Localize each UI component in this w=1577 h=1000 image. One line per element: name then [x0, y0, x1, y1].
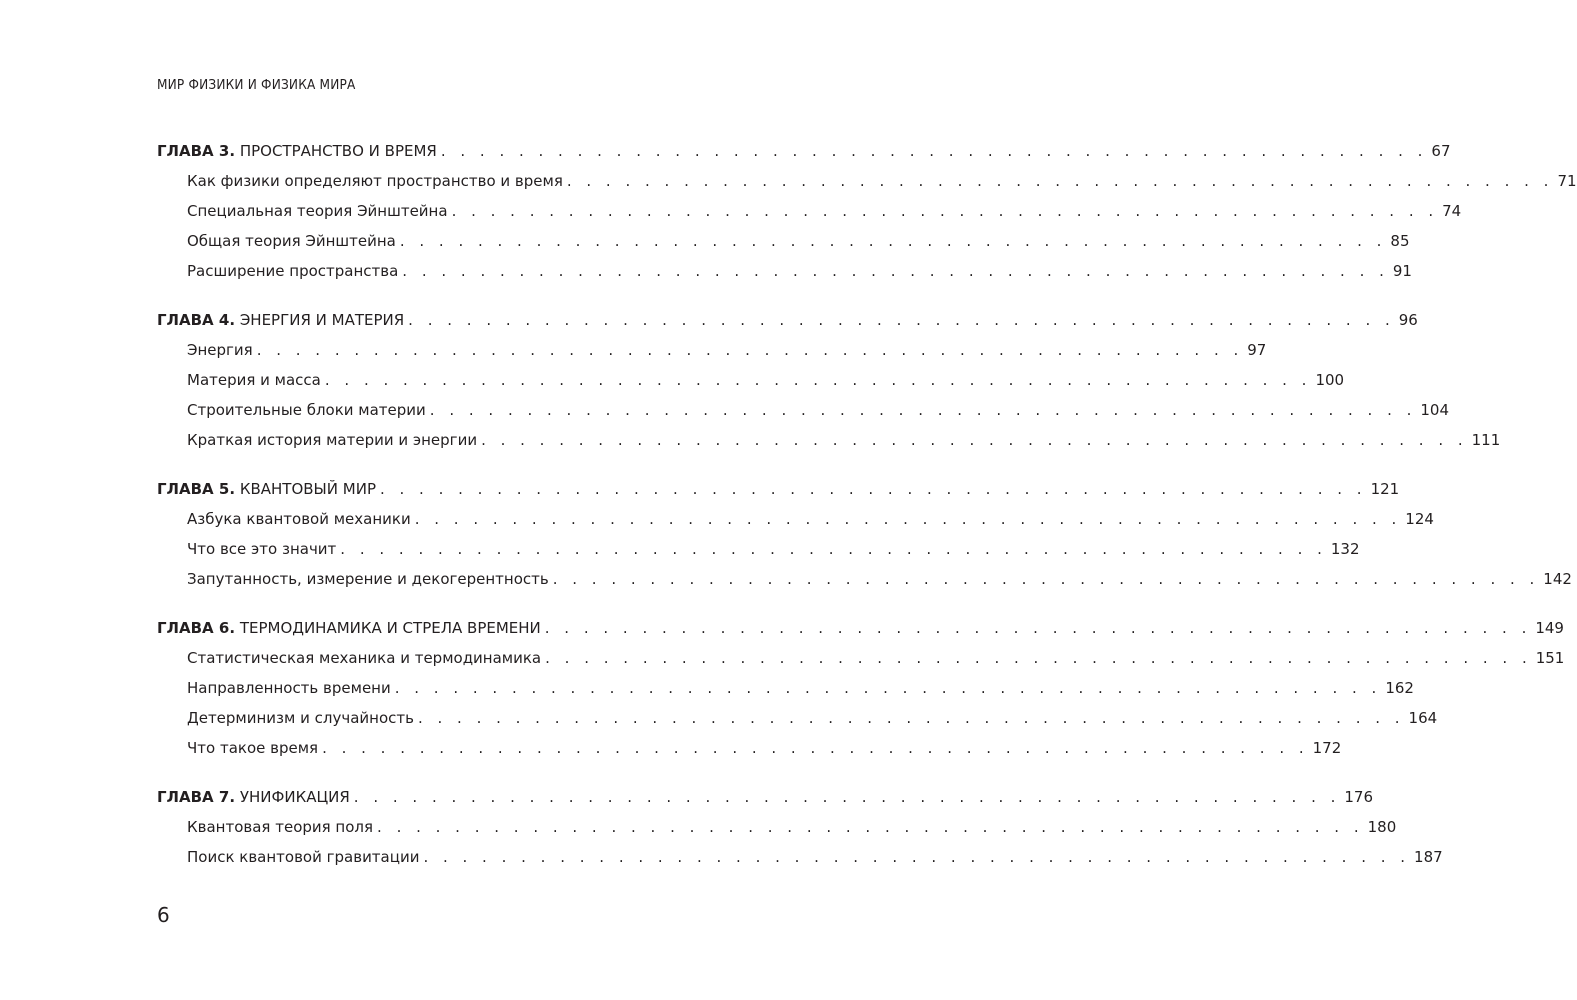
dot-leader: . . . . . . . . . . . . . . . . . . . . . . . . . . . . . . . . . . . . . . . . . . . . . . . . . . .	[377, 818, 1364, 836]
page-number: 85	[1390, 232, 1410, 250]
page-number: 124	[1405, 510, 1434, 528]
page-number: 164	[1408, 709, 1438, 727]
page-number: 111	[1471, 431, 1501, 449]
page-number: 162	[1385, 679, 1414, 697]
chapter-number: ГЛАВА 5.	[157, 480, 236, 498]
dot-leader: . . . . . . . . . . . . . . . . . . . . . . . . . . . . . . . . . . . . . . . . . . . . . . . . . . .	[566, 172, 1554, 190]
chapter-7-heading[interactable]	[157, 782, 1374, 812]
dot-leader: . . . . . . . . . . . . . . . . . . . . . . . . . . . . . . . . . . . . . . . . . . . . . . . . . . .	[414, 510, 1402, 528]
page-number: 180	[1367, 818, 1397, 836]
section-entry[interactable]	[157, 395, 1450, 425]
page-number: 67	[1431, 142, 1451, 160]
section-entry[interactable]	[157, 703, 1438, 733]
page-number: 100	[1315, 371, 1345, 389]
section-title: Общая теория Эйнштейна	[187, 232, 396, 250]
page-folio: 6	[157, 903, 170, 927]
chapter-title: ПРОСТРАНСТВО И ВРЕМЯ	[239, 142, 437, 160]
section-title: Энергия	[187, 341, 253, 359]
section-entry[interactable]	[157, 842, 1443, 872]
page-number: 97	[1247, 341, 1267, 359]
section-entry[interactable]	[157, 425, 1501, 455]
section-title: Как физики определяют пространство и время	[187, 172, 563, 190]
dot-leader: . . . . . . . . . . . . . . . . . . . . . . . . . . . . . . . . . . . . . . . . . . . . . . . . . . .	[544, 619, 1532, 637]
page-number: 176	[1344, 788, 1374, 806]
page-number: 74	[1442, 202, 1462, 220]
dot-leader: . . . . . . . . . . . . . . . . . . . . . . . . . . . . . . . . . . . . . . . . . . . . . . . . . . .	[408, 311, 1395, 329]
section-entry[interactable]	[157, 564, 1572, 594]
dot-leader: . . . . . . . . . . . . . . . . . . . . . . . . . . . . . . . . . . . . . . . . . . . . . . . . . . .	[399, 232, 1387, 250]
page-number: 149	[1535, 619, 1564, 637]
dot-leader: . . . . . . . . . . . . . . . . . . . . . . . . . . . . . . . . . . . . . . . . . . . . . . . . . . .	[379, 480, 1367, 498]
section-entry[interactable]	[157, 166, 1577, 196]
section-entry[interactable]	[157, 812, 1397, 842]
chapter-3	[157, 136, 1577, 286]
chapter-title: УНИФИКАЦИЯ	[239, 788, 350, 806]
chapter-5-heading[interactable]	[157, 474, 1400, 504]
chapter-number: ГЛАВА 4.	[157, 311, 236, 329]
section-entry[interactable]	[157, 504, 1434, 534]
chapter-number: ГЛАВА 7.	[157, 788, 236, 806]
dot-leader: . . . . . . . . . . . . . . . . . . . . . . . . . . . . . . . . . . . . . . . . . . . . . . . . . . .	[552, 570, 1540, 588]
dot-leader: . . . . . . . . . . . . . . . . . . . . . . . . . . . . . . . . . . . . . . . . . . . . . . . . . . .	[394, 679, 1382, 697]
chapter-title: КВАНТОВЫЙ МИР	[239, 480, 376, 498]
page-number: 104	[1420, 401, 1450, 419]
section-title: Запутанность, измерение и декогерентность	[187, 570, 549, 588]
chapter-7	[157, 782, 1443, 872]
dot-leader: . . . . . . . . . . . . . . . . . . . . . . . . . . . . . . . . . . . . . . . . . . . . . . . . . . .	[353, 788, 1341, 806]
section-entry[interactable]	[157, 256, 1412, 286]
table-of-contents	[157, 136, 1577, 891]
section-entry[interactable]	[157, 673, 1414, 703]
section-title: Специальная теория Эйнштейна	[187, 202, 448, 220]
section-title: Статистическая механика и термодинамика	[187, 649, 542, 667]
section-entry[interactable]	[157, 226, 1410, 256]
page-number: 96	[1398, 311, 1418, 329]
dot-leader: . . . . . . . . . . . . . . . . . . . . . . . . . . . . . . . . . . . . . . . . . . . . . . . . . . .	[545, 649, 1532, 667]
chapter-6	[157, 613, 1565, 763]
page-number: 187	[1414, 848, 1443, 866]
page-number: 71	[1557, 172, 1577, 190]
page-number: 151	[1535, 649, 1565, 667]
section-title: Что все это значит	[187, 540, 337, 558]
section-title: Краткая история материи и энергии	[187, 431, 478, 449]
section-title: Направленность времени	[187, 679, 391, 697]
running-head: МИР ФИЗИКИ И ФИЗИКА МИРА	[157, 77, 356, 93]
section-title: Расширение пространства	[187, 262, 399, 280]
section-title: Поиск квантовой гравитации	[187, 848, 420, 866]
section-title: Строительные блоки материи	[187, 401, 426, 419]
dot-leader: . . . . . . . . . . . . . . . . . . . . . . . . . . . . . . . . . . . . . . . . . . . . . . . . . . .	[340, 540, 1327, 558]
chapter-6-heading[interactable]	[157, 613, 1564, 643]
dot-leader: . . . . . . . . . . . . . . . . . . . . . . . . . . . . . . . . . . . . . . . . . . . . . . . . . . .	[429, 401, 1417, 419]
chapter-4-heading[interactable]	[157, 305, 1418, 335]
dot-leader: . . . . . . . . . . . . . . . . . . . . . . . . . . . . . . . . . . . . . . . . . . . . . . . . . . .	[451, 202, 1439, 220]
dot-leader: . . . . . . . . . . . . . . . . . . . . . . . . . . . . . . . . . . . . . . . . . . . . . . . . . . .	[402, 262, 1389, 280]
dot-leader: . . . . . . . . . . . . . . . . . . . . . . . . . . . . . . . . . . . . . . . . . . . . . . . . . . .	[324, 371, 1312, 389]
dot-leader: . . . . . . . . . . . . . . . . . . . . . . . . . . . . . . . . . . . . . . . . . . . . . . . . . . .	[322, 739, 1309, 757]
section-title: Азбука квантовой механики	[187, 510, 411, 528]
dot-leader: . . . . . . . . . . . . . . . . . . . . . . . . . . . . . . . . . . . . . . . . . . . . . . . . . . .	[256, 341, 1244, 359]
chapter-5	[157, 474, 1572, 594]
page-number: 172	[1312, 739, 1342, 757]
section-entry[interactable]	[157, 335, 1267, 365]
page-number: 91	[1392, 262, 1412, 280]
chapter-number: ГЛАВА 6.	[157, 619, 236, 637]
section-title: Что такое время	[187, 739, 319, 757]
page-number: 142	[1543, 570, 1572, 588]
chapter-3-heading[interactable]	[157, 136, 1451, 166]
section-title: Детерминизм и случайность	[187, 709, 414, 727]
dot-leader: . . . . . . . . . . . . . . . . . . . . . . . . . . . . . . . . . . . . . . . . . . . . . . . . . . .	[440, 142, 1428, 160]
section-title: Квантовая теория поля	[187, 818, 374, 836]
section-title: Материя и масса	[187, 371, 321, 389]
section-entry[interactable]	[157, 733, 1342, 763]
chapter-number: ГЛАВА 3.	[157, 142, 236, 160]
chapter-title: ЭНЕРГИЯ И МАТЕРИЯ	[239, 311, 405, 329]
section-entry[interactable]	[157, 365, 1345, 395]
dot-leader: . . . . . . . . . . . . . . . . . . . . . . . . . . . . . . . . . . . . . . . . . . . . . . . . . . .	[417, 709, 1405, 727]
page-number: 132	[1330, 540, 1360, 558]
section-entry[interactable]	[157, 643, 1565, 673]
section-entry[interactable]	[157, 196, 1462, 226]
dot-leader: . . . . . . . . . . . . . . . . . . . . . . . . . . . . . . . . . . . . . . . . . . . . . . . . . . .	[481, 431, 1468, 449]
section-entry[interactable]	[157, 534, 1360, 564]
chapter-title: ТЕРМОДИНАМИКА И СТРЕЛА ВРЕМЕНИ	[239, 619, 541, 637]
page-number: 121	[1370, 480, 1400, 498]
chapter-4	[157, 305, 1501, 455]
dot-leader: . . . . . . . . . . . . . . . . . . . . . . . . . . . . . . . . . . . . . . . . . . . . . . . . . . .	[423, 848, 1411, 866]
